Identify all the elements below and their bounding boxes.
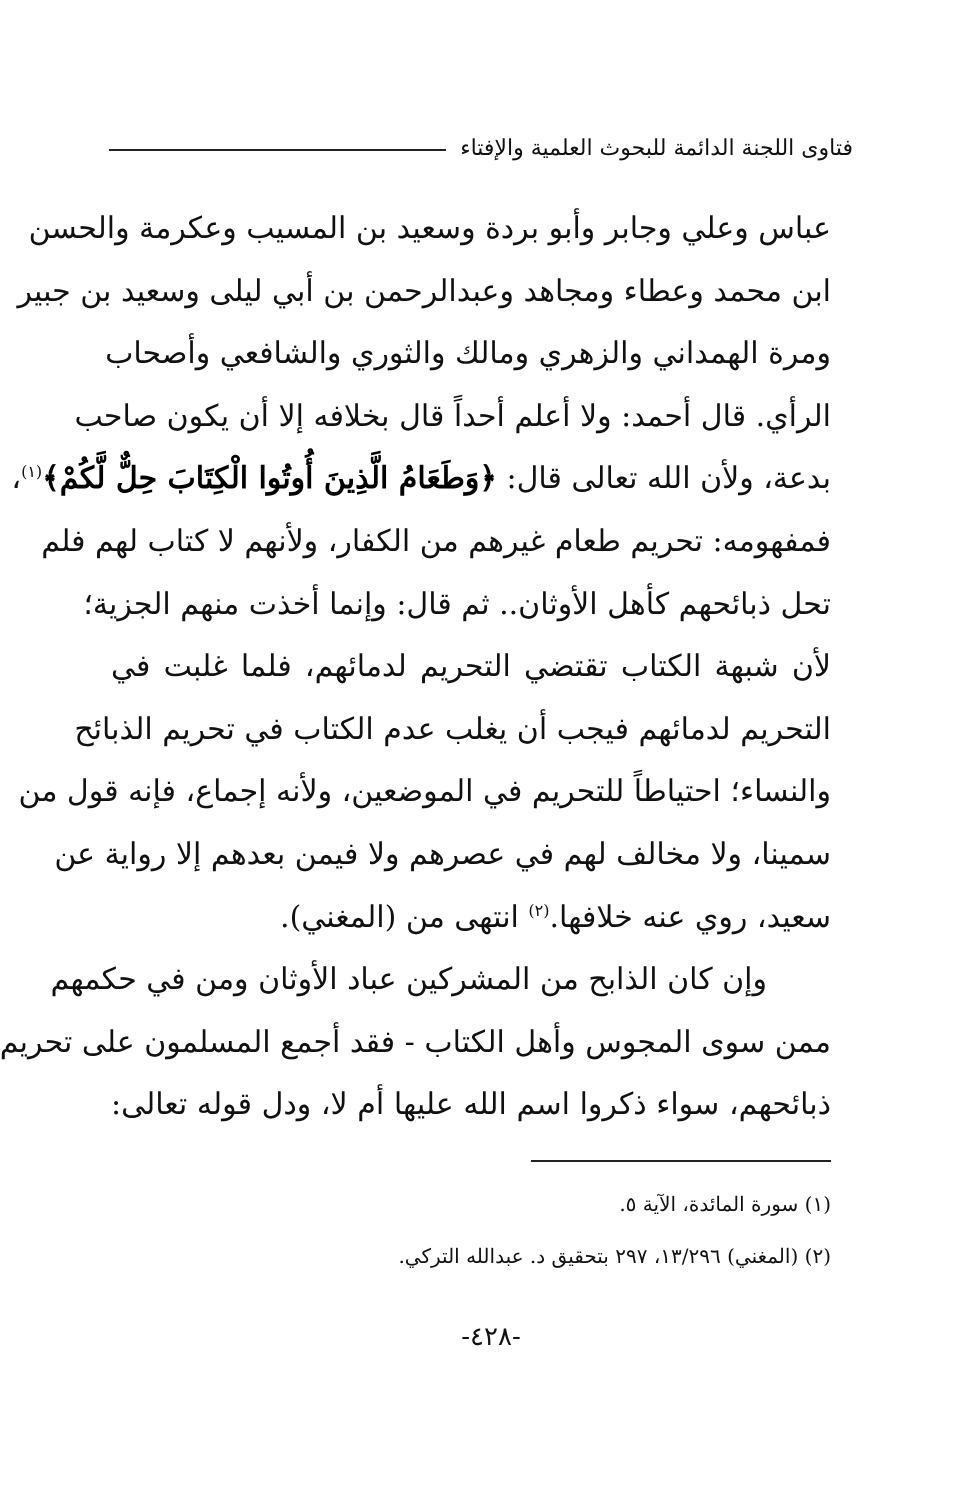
- running-header: [109, 128, 853, 168]
- text-line: ابن محمد وعطاء ومجاهد وعبدالرحمن بن أبي ليلى وسعيد بن جبير: [17, 273, 831, 309]
- text-line: فمفهومه: تحريم طعام غيرهم من الكفار، ولأنهم لا كتاب لهم فلم: [41, 523, 831, 559]
- text-line: لأن شبهة الكتاب تقتضي التحريم لدمائهم، فلما غلبت في: [111, 649, 831, 685]
- text-line: ومرة الهمداني والزهري ومالك والثوري والشافعي وأصحاب: [105, 336, 831, 372]
- text-line: سمينا، ولا مخالف لهم في عصرهم ولا فيمن بعدهم إلا رواية عن: [54, 836, 831, 872]
- paragraph-line: وإن كان الذابح من المشركين عباد الأوثان ومن في حكمهم: [50, 962, 767, 998]
- text-line: الرأي. قال أحمد: ولا أعلم أحداً قال بخلافه إلا أن يكون صاحب: [74, 398, 831, 434]
- footnote-marker-2: (٢): [528, 900, 550, 920]
- footnotes: [111, 1178, 831, 1282]
- ayah-line: [11, 448, 831, 511]
- paragraph-line: ذبائحهم، سواء ذكروا اسم الله عليها أم لا، ودل قوله تعالى:: [111, 1087, 831, 1123]
- quote-source: انتهى من (المغني).: [280, 899, 529, 935]
- quote-end-line: [111, 887, 831, 950]
- text-line: والنساء؛ احتياطاً للتحريم في الموضعين، ولأنه إجماع، فإنه قول من: [18, 774, 831, 810]
- ayah-line-tail: ،: [11, 461, 22, 497]
- header-rule: [109, 149, 446, 151]
- footnote-separator: [531, 1160, 831, 1162]
- page-number: -٤٢٨-: [461, 1322, 521, 1352]
- footnote-2: (٢) (المغني) ١٣/٢٩٦، ٢٩٧ بتحقيق د. عبدالله التركي.: [398, 1244, 831, 1268]
- book-title: فتاوى اللجنة الدائمة للبحوث العلمية والإفتاء: [460, 135, 853, 161]
- footnote-1: (١) سورة المائدة، الآية ٥.: [619, 1192, 831, 1216]
- ayah-line-lead: بدعة، ولأن الله تعالى قال:: [506, 461, 831, 497]
- text-line: التحريم لدمائهم فيجب أن يغلب عدم الكتاب في تحريم الذبائح: [74, 711, 831, 747]
- quran-verse: ﴿وَطَعَامُ الَّذِينَ أُوتُوا الْكِتَابَ حِلٌّ لَّكُمْ﴾: [42, 461, 497, 497]
- text-line: تحل ذبائحهم كأهل الأوثان.. ثم قال: وإنما أخذت منهم الجزية؛: [83, 586, 831, 622]
- quote-end-text: سعيد، روي عنه خلافها.: [549, 899, 831, 935]
- paragraph-line: ممن سوى المجوس وأهل الكتاب - فقد أجمع المسلمون على تحريم: [0, 1024, 831, 1060]
- main-text: [0, 198, 831, 1137]
- text-line: عباس وعلي وجابر وأبو بردة وسعيد بن المسيب وعكرمة والحسن: [28, 211, 831, 246]
- footnote-marker-1: (١): [21, 462, 43, 482]
